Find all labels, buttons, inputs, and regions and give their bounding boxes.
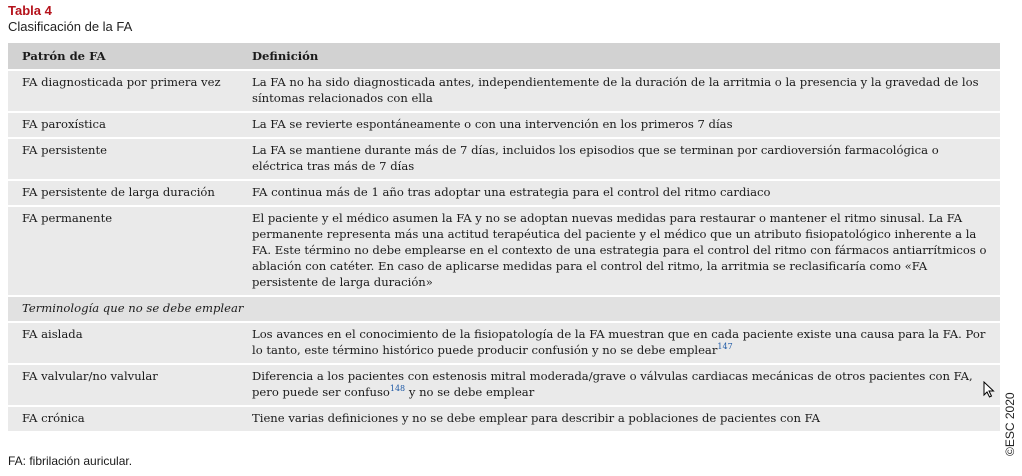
pattern-cell: FA persistente: [8, 138, 238, 180]
definition-cell: Tiene varias definiciones y no se debe emplear para describir a poblaciones de pacientes con FA: [238, 406, 1000, 432]
pattern-cell: FA valvular/no valvular: [8, 364, 238, 406]
pattern-cell: FA paroxística: [8, 112, 238, 138]
pattern-cell: FA aislada: [8, 322, 238, 364]
pattern-cell: FA diagnosticada por primera vez: [8, 70, 238, 112]
section-row: [8, 296, 1000, 322]
definition-cell: La FA no ha sido diagnosticada antes, independientemente de la duración de la arritmia o la presencia y la gravedad de los síntomas relacionados con ella: [238, 70, 1000, 112]
pattern-cell: FA persistente de larga duración: [8, 180, 238, 206]
pattern-cell: FA crónica: [8, 406, 238, 432]
table-number: Tabla 4: [8, 3, 52, 18]
definition-cell: La FA se revierte espontáneamente o con una intervención en los primeros 7 días: [238, 112, 1000, 138]
column-header-definition: Definición: [238, 43, 1000, 70]
definition-cell: El paciente y el médico asumen la FA y no se adoptan nuevas medidas para restaurar o mantener el ritmo sinusal. La FA permanente representa más una actitud terapéutica del paciente y el médico que un atributo fisiopatológico inherente a la FA. Este término no debe emplearse en el contexto de una estrategia para el control del ritmo con fármacos antiarrítmicos o ablación con catéter. En caso de aplicarse medidas para el control del ritmo, la arritmia se reclasificaría como «FA persistente de larga duración»: [238, 206, 1000, 296]
column-header-pattern: Patrón de FA: [8, 43, 238, 70]
table-caption: Clasificación de la FA: [8, 19, 133, 34]
definition-text: y no se debe emplear: [405, 385, 535, 399]
reference-link[interactable]: 148: [389, 384, 406, 394]
definition-cell: La FA se mantiene durante más de 7 días, incluidos los episodios que se terminan por cardioversión farmacológica o eléctrica tras más de 7 días: [238, 138, 1000, 180]
copyright-label: ©ESC 2020: [1003, 392, 1017, 456]
table-header: [8, 3, 132, 35]
definition-text: Los avances en el conocimiento de la fisiopatología de la FA muestran que en cada paciente existe una causa para la FA. Por lo tanto, este término histórico puede producir confusión y no se debe emplear: [252, 327, 986, 357]
table-row: [8, 70, 1000, 112]
table-row: [8, 322, 1000, 364]
reference-link[interactable]: 147: [717, 342, 733, 352]
table-row: [8, 138, 1000, 180]
table-row: [8, 406, 1000, 432]
definition-cell: FA continua más de 1 año tras adoptar una estrategia para el control del ritmo cardiaco: [238, 180, 1000, 206]
table-row: [8, 364, 1000, 406]
definition-text: Diferencia a los pacientes con estenosis mitral moderada/grave o válvulas cardiacas mecánicas de otros pacientes con FA, pero puede ser confuso: [252, 369, 973, 399]
table-row: [8, 180, 1000, 206]
table-row: [8, 112, 1000, 138]
mouse-cursor-icon: [983, 381, 995, 398]
definition-cell: [238, 322, 1000, 364]
definition-cell: [238, 364, 1000, 406]
pattern-cell: FA permanente: [8, 206, 238, 296]
table-row: [8, 206, 1000, 296]
footnote: FA: fibrilación auricular.: [8, 454, 133, 468]
table-header-row: [8, 43, 1000, 70]
section-label: Terminología que no se debe emplear: [8, 296, 1000, 322]
classification-table: [8, 43, 1000, 433]
